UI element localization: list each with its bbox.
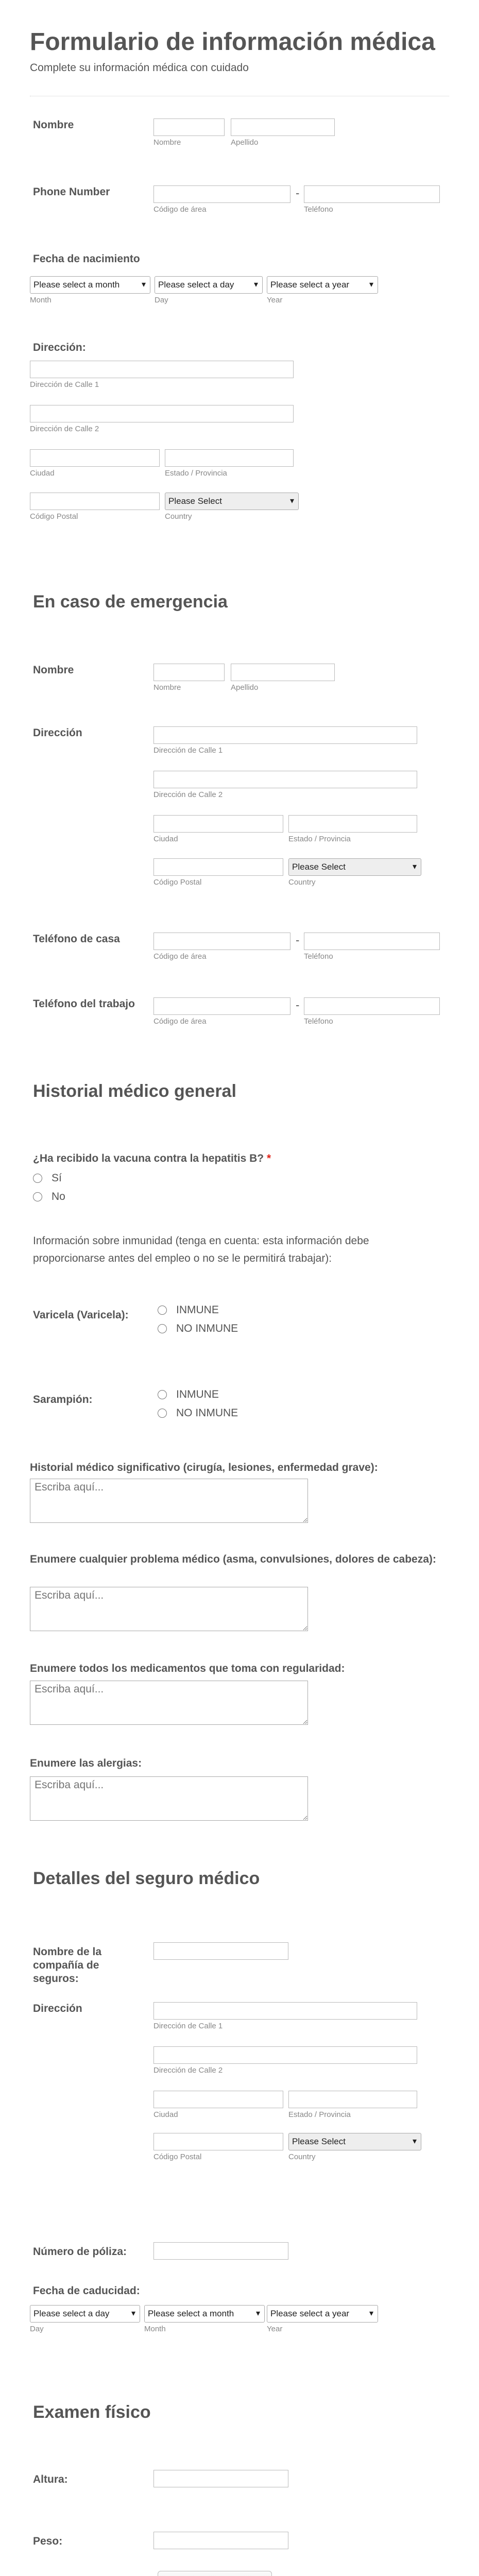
patient-city-input[interactable] [30, 449, 160, 467]
chevron-down-icon: ▾ [289, 497, 294, 505]
insurance-street1-sublabel: Dirección de Calle 1 [153, 2022, 223, 2030]
emergency-state-sublabel: Estado / Provincia [288, 835, 351, 843]
emergency-work-phone-label: Teléfono del trabajo [33, 998, 135, 1010]
emergency-city-input[interactable] [153, 815, 283, 833]
insurance-street2-sublabel: Dirección de Calle 2 [153, 2066, 223, 2075]
patient-area-code-sublabel: Código de área [153, 205, 207, 214]
insurance-company-input[interactable] [153, 1942, 288, 1960]
required-mark: * [266, 1153, 271, 1164]
dob-year-select[interactable]: Please select a year ▾ [267, 276, 378, 294]
insurance-street1-input[interactable] [153, 2002, 417, 2020]
insurance-address-label: Dirección [33, 2003, 82, 2014]
dob-month-sublabel: Month [30, 296, 52, 304]
policy-number-input[interactable] [153, 2242, 288, 2260]
insurance-state-sublabel: Estado / Provincia [288, 2110, 351, 2119]
patient-name-label: Nombre [33, 119, 74, 131]
insurance-company-label: Nombre de la compañía de seguros: [33, 1946, 102, 1985]
emergency-home-phone-label: Teléfono de casa [33, 933, 120, 945]
emergency-first-name-sublabel: Nombre [153, 683, 181, 692]
patient-address-label: Dirección: [33, 342, 86, 353]
height-label: Altura: [33, 2473, 68, 2485]
insurance-city-sublabel: Ciudad [153, 2110, 178, 2119]
emergency-country-sublabel: Country [288, 878, 316, 887]
expiry-day-sublabel: Day [30, 2325, 44, 2333]
phone-dash: - [296, 934, 300, 946]
emergency-address-label: Dirección [33, 727, 82, 739]
medical-problems-textarea[interactable] [30, 1587, 308, 1631]
sarampion-immune-option[interactable]: INMUNE [158, 1388, 219, 1401]
expiry-year-sublabel: Year [267, 2325, 283, 2333]
varicela-label: Varicela (Varicela): [33, 1309, 129, 1321]
patient-last-name-sublabel: Apellido [231, 138, 259, 147]
height-input[interactable] [153, 2470, 288, 2487]
chevron-down-icon: ▾ [369, 280, 373, 289]
radio-button[interactable] [158, 1390, 167, 1399]
weight-label: Peso: [33, 2535, 63, 2547]
patient-street2-sublabel: Dirección de Calle 2 [30, 425, 99, 433]
medical-problems-label: Enumere cualquier problema médico (asma, convulsiones, dolores de cabeza): [30, 1553, 436, 1565]
patient-street2-input[interactable] [30, 405, 294, 422]
patient-dob-label: Fecha de nacimiento [33, 253, 140, 265]
emergency-country-select[interactable]: Please Select ▾ [288, 858, 421, 876]
patient-phone-label: Phone Number [33, 186, 110, 198]
emergency-street1-sublabel: Dirección de Calle 1 [153, 746, 223, 755]
patient-phone-sublabel: Teléfono [304, 205, 333, 214]
patient-street1-sublabel: Dirección de Calle 1 [30, 380, 99, 389]
medications-textarea[interactable] [30, 1681, 308, 1725]
dob-day-sublabel: Day [155, 296, 168, 304]
allergies-label: Enumere las alergias: [30, 1757, 142, 1769]
emergency-last-name-sublabel: Apellido [231, 683, 259, 692]
emergency-home-phone-sublabel: Teléfono [304, 952, 333, 961]
patient-first-name-input[interactable] [153, 118, 225, 136]
policy-number-label: Número de póliza: [33, 2246, 127, 2258]
insurance-state-input[interactable] [288, 2091, 417, 2108]
insurance-heading: Detalles del seguro médico [33, 1869, 260, 1888]
varicela-not-immune-option[interactable]: NO INMUNE [158, 1322, 238, 1335]
emergency-home-area-sublabel: Código de área [153, 952, 207, 961]
emergency-first-name-input[interactable] [153, 664, 225, 681]
patient-country-sublabel: Country [165, 512, 192, 521]
radio-button[interactable] [158, 1306, 167, 1315]
emergency-home-area-input[interactable] [153, 933, 290, 950]
hep-question-label: ¿Ha recibido la vacuna contra la hepatitis B? * [33, 1153, 271, 1164]
expiry-date-label: Fecha de caducidad: [33, 2285, 140, 2297]
emergency-state-input[interactable] [288, 815, 417, 833]
expiry-day-select[interactable]: Please select a day ▾ [30, 2305, 140, 2323]
significant-history-textarea[interactable] [30, 1479, 308, 1523]
emergency-home-phone-input[interactable] [304, 933, 440, 950]
insurance-country-select[interactable]: Please Select ▾ [288, 2133, 421, 2150]
emergency-postal-input[interactable] [153, 858, 283, 876]
patient-last-name-input[interactable] [231, 118, 335, 136]
medications-label: Enumere todos los medicamentos que toma con regularidad: [30, 1663, 345, 1674]
insurance-country-sublabel: Country [288, 2153, 316, 2161]
emergency-name-label: Nombre [33, 664, 74, 676]
patient-area-code-input[interactable] [153, 185, 290, 203]
hep-yes-option[interactable]: Sí [33, 1172, 62, 1185]
patient-city-sublabel: Ciudad [30, 469, 55, 478]
chevron-down-icon: ▾ [253, 280, 258, 289]
patient-state-input[interactable] [165, 449, 294, 467]
emergency-work-phone-sublabel: Teléfono [304, 1017, 333, 1026]
emergency-postal-sublabel: Código Postal [153, 878, 202, 887]
insurance-street2-input[interactable] [153, 2046, 417, 2064]
radio-button[interactable] [33, 1174, 42, 1183]
emergency-street1-input[interactable] [153, 726, 417, 744]
phone-dash: - [296, 998, 300, 1011]
form-subtitle: Complete su información médica con cuidado [30, 62, 249, 74]
chevron-down-icon: ▾ [369, 2309, 373, 2318]
chevron-down-icon: ▾ [412, 2137, 417, 2146]
significant-history-label: Historial médico significativo (cirugía, lesiones, enfermedad grave): [30, 1462, 378, 1473]
hep-no-option[interactable]: No [33, 1190, 65, 1204]
patient-country-select[interactable]: Please Select ▾ [165, 493, 299, 510]
form-title: Formulario de información médica [30, 28, 435, 56]
radio-button[interactable] [158, 1409, 167, 1418]
emergency-city-sublabel: Ciudad [153, 835, 178, 843]
emergency-street2-input[interactable] [153, 771, 417, 788]
patient-postal-input[interactable] [30, 493, 160, 510]
emergency-street2-sublabel: Dirección de Calle 2 [153, 790, 223, 799]
radio-button[interactable] [158, 1324, 167, 1333]
chevron-down-icon: ▾ [412, 862, 417, 871]
history-heading: Historial médico general [33, 1081, 236, 1101]
patient-state-sublabel: Estado / Provincia [165, 469, 227, 478]
expiry-month-select[interactable]: Please select a month ▾ [144, 2305, 265, 2323]
emergency-work-area-input[interactable] [153, 997, 290, 1015]
emergency-work-phone-input[interactable] [304, 997, 440, 1015]
varicela-immune-option[interactable]: INMUNE [158, 1303, 219, 1317]
expiry-month-sublabel: Month [144, 2325, 166, 2333]
emergency-last-name-input[interactable] [231, 664, 335, 681]
dob-day-select[interactable]: Please select a day ▾ [155, 276, 263, 294]
chevron-down-icon: ▾ [131, 2309, 135, 2318]
weight-input[interactable] [153, 2532, 288, 2549]
immunity-info-text: Información sobre inmunidad (tenga en cuenta: esta información debe proporcionarse antes del empleo o no se le permitirá trabajar): [33, 1235, 369, 1264]
dob-month-select[interactable]: Please select a month ▾ [30, 276, 150, 294]
submit-button[interactable] [158, 2571, 272, 2576]
dob-year-sublabel: Year [267, 296, 283, 304]
patient-first-name-sublabel: Nombre [153, 138, 181, 147]
emergency-work-area-sublabel: Código de área [153, 1017, 207, 1026]
allergies-textarea[interactable] [30, 1776, 308, 1821]
chevron-down-icon: ▾ [141, 280, 146, 289]
exam-heading: Examen físico [33, 2402, 151, 2422]
patient-postal-sublabel: Código Postal [30, 512, 78, 521]
patient-phone-input[interactable] [304, 185, 440, 203]
chevron-down-icon: ▾ [255, 2309, 260, 2318]
sarampion-label: Sarampión: [33, 1394, 93, 1405]
expiry-year-select[interactable]: Please select a year ▾ [267, 2305, 378, 2323]
insurance-postal-input[interactable] [153, 2133, 283, 2150]
patient-street1-input[interactable] [30, 361, 294, 378]
insurance-city-input[interactable] [153, 2091, 283, 2108]
insurance-postal-sublabel: Código Postal [153, 2153, 202, 2161]
radio-button[interactable] [33, 1192, 42, 1201]
sarampion-not-immune-option[interactable]: NO INMUNE [158, 1406, 238, 1420]
phone-dash: - [296, 187, 300, 199]
emergency-heading: En caso de emergencia [33, 592, 228, 612]
